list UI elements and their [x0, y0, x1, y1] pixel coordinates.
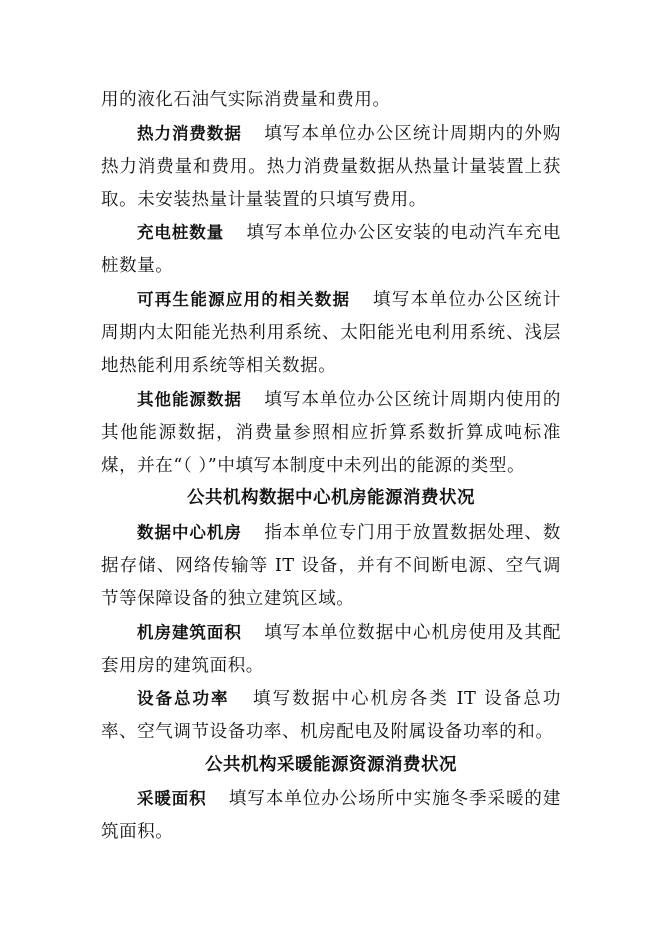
section-heading-data-center: 公共机构数据中心机房能源消费状况	[187, 488, 475, 508]
paragraph-other-energy	[101, 383, 561, 483]
section-heading-heating: 公共机构采暖能源资源消费状况	[205, 755, 457, 775]
paragraph-charging-piles	[101, 216, 561, 283]
paragraph-lpg-continuation	[101, 84, 561, 117]
term-renewable-energy: 可再生能源应用的相关数据	[137, 290, 351, 309]
term-charging-piles: 充电桩数量	[137, 223, 225, 242]
paragraph-room-floor-area	[101, 616, 561, 683]
paragraph-data-center-room	[101, 516, 561, 616]
paragraph-text: 用的液化石油气实际消费量和费用。	[101, 90, 391, 110]
paragraph-text: 指本单位专门用于放置数据处理、数据存储、网络传输等 IT 设备，并有不间断电源、空气调节等保障设备的独立建筑区域。	[101, 523, 561, 609]
paragraph-heat-consumption	[101, 117, 561, 217]
paragraph-text: 填写数据中心机房各类 IT 设备总功率、空气调节设备功率、机房配电及附属设备功率的和。	[101, 689, 561, 742]
paragraph-text: 填写本单位办公区统计周期内太阳能光热利用系统、太阳能光电利用系统、浅层地热能利用系统等相关数据。	[101, 290, 562, 376]
paragraph-text: 填写本单位数据中心机房使用及其配套用房的建筑面积。	[101, 623, 561, 676]
term-data-center-room: 数据中心机房	[137, 523, 242, 542]
term-heat-consumption: 热力消费数据	[137, 124, 242, 143]
term-heating-area: 采暖面积	[137, 789, 207, 808]
term-total-power: 设备总功率	[137, 689, 230, 708]
paragraph-heating-area	[101, 782, 561, 849]
paragraph-text: 填写本单位办公区统计周期内的外购热力消费量和费用。热力消费量数据从热量计量装置上获取。未安装热量计量装置的只填写费用。	[101, 124, 561, 210]
paragraph-text: 填写本单位办公区统计周期内使用的其他能源数据，消费量参照相应折算系数折算成吨标准煤，并在“（ ）”中填写本制度中未列出的能源的类型。	[101, 390, 561, 476]
paragraph-total-power	[101, 682, 561, 749]
term-room-floor-area: 机房建筑面积	[137, 623, 242, 642]
paragraph-renewable-energy	[101, 283, 561, 383]
paragraph-text: 填写本单位办公区安装的电动汽车充电桩数量。	[101, 223, 562, 276]
term-other-energy: 其他能源数据	[137, 390, 242, 409]
paragraph-text: 填写本单位办公场所中实施冬季采暖的建筑面积。	[101, 789, 561, 842]
